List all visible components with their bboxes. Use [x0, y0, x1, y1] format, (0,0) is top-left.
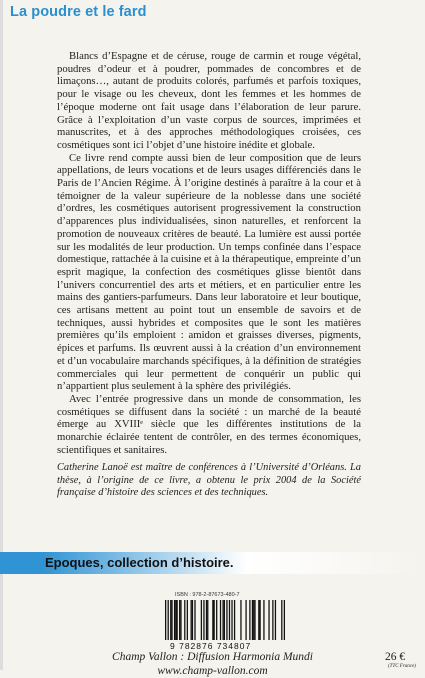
series-label: Epoques, collection d’histoire.	[45, 555, 234, 570]
book-title: La poudre et le fard	[10, 4, 147, 20]
blurb-paragraph-2: Ce livre rend compte aussi bien de leur composition que de leurs appellations, de leurs vocations et de leurs usages différenciés dans le Paris de l’Ancien Régime. À l’origine destinés à paraître à la cour et à témoigner de la valeur supérieure de la noblesse dans une société d’ordres, les cosmétiques autorisent progressivement la construction d’apparences plus individualisées, sinon naturelles, et renforcent la promotion de nouveaux critères de beauté. La lumière est aussi portée sur les modalités de leur production. Un temps confinée dans l’espace domestique, rattachée à la cuisine et à la thérapeutique, empreinte d’un esprit magique, la confection des cosmétiques glisse bientôt dans l’univers concurrentiel des arts et métiers, et en particulier entre les mains des gantiers-parfumeurs. Dans leur laboratoire et leur boutique, ces artisans mettent au point tout un ensemble de savoirs et de techniques, aussi hybrides et composites que le sont les matières premières qu’ils emploient : amidon et graisses diverses, pigments, épices et parfums. Ils œuvrent aussi à la création d’un environnement et d’un vocabulaire marchands spécifiques, à la définition de stratégies commerciales qui leur permettent de conquérir un public qui n’appartient plus seulement à la sphère des privilégiés.	[57, 151, 361, 393]
series-band	[0, 552, 425, 574]
blurb-paragraph-3: Avec l’entrée progressive dans un monde de consommation, les cosmétiques se diffusent dans la société : un marché de la beauté émerge au XVIIIᵉ siècle que les différentes institutions de la monarchie éclairée tentent de contrôler, en des termes économiques, scientifiques et sanitaires.	[57, 392, 361, 456]
isbn-text: ISBN : 978-2-87673-480-7	[175, 592, 240, 598]
barcode-digits: 9 782876 734807	[170, 641, 252, 651]
publisher-website: www.champ-vallon.com	[157, 665, 268, 677]
price: 26 €	[385, 651, 406, 663]
blurb-paragraph-1: Blancs d’Espagne et de céruse, rouge de carmin et rouge végétal, poudres d’odeur et à poudrer, pommades de concombres et de limaçons…, autant de produits colorés, parfumés et parfois toxiques, pour le visage ou les cheveux, dont les femmes et les hommes de l’époque moderne ont fait usage dans l’élaboration de leur parure. Grâce à l’exploitation d’un vaste corpus de sources, imprimées et manuscrites, et à des approches méthodologiques croisées, ces cosmétiques sont ici l’objet d’une histoire inédite et globale.	[57, 50, 361, 151]
author-bio: Catherine Lanoë est maître de conférences à l’Université d’Orléans. La thèse, à l’origine de ce livre, a obtenu le prix 2004 de la Société française d’histoire des sciences et des techniques.	[57, 462, 361, 499]
publisher-name: Champ Vallon : Diffusion Harmonia Mundi	[112, 651, 313, 663]
barcode-image	[165, 600, 285, 640]
blurb	[57, 50, 361, 457]
price-note: (TTC France)	[388, 664, 416, 669]
header	[0, 0, 425, 28]
barcode	[165, 600, 285, 640]
publisher-info	[0, 650, 425, 678]
